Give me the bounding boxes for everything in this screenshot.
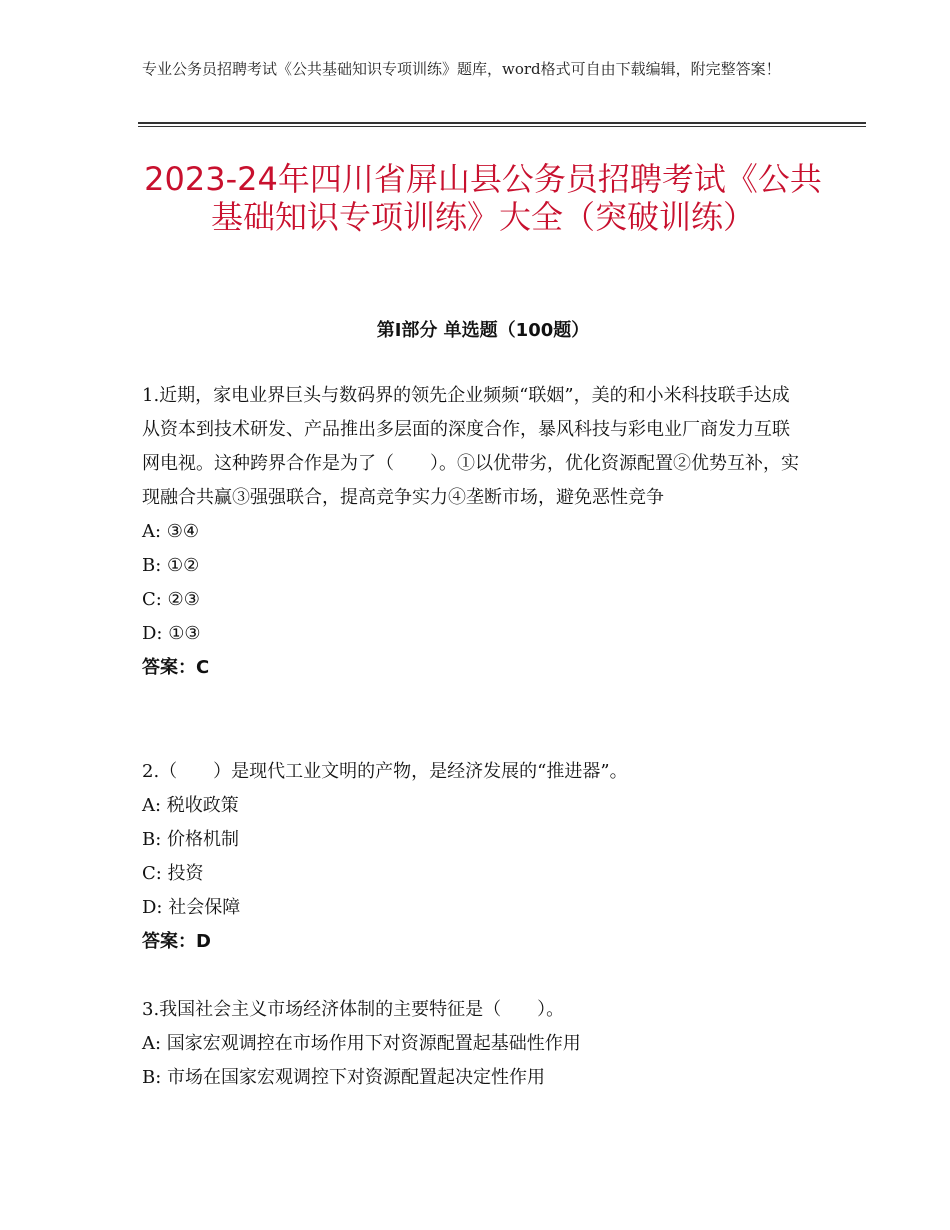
option-b: B: 价格机制 [142, 829, 240, 850]
option-c: C: ②③ [142, 589, 200, 610]
option-b: B: ①② [142, 555, 200, 576]
option-a: A: 国家宏观调控在市场作用下对资源配置起基础性作用 [142, 1033, 581, 1054]
option-d: D: 社会保障 [142, 897, 241, 918]
document-title: 2023-24年四川省屏山县公务员招聘考试《公共基础知识专项训练》大全（突破训练） [144, 160, 822, 236]
option-a: A: 税收政策 [142, 795, 239, 816]
option-c: C: 投资 [142, 863, 204, 884]
answer: 答案：C [142, 657, 210, 678]
section-title: 第Ⅰ部分 单选题（100题） [376, 320, 590, 341]
question-stem: 2.（ ）是现代工业文明的产物，是经济发展的“推进器”。 [142, 761, 628, 782]
option-d: D: ①③ [142, 623, 201, 644]
answer: 答案：D [142, 931, 211, 952]
header-rule-thick [138, 122, 866, 124]
option-a: A: ③④ [142, 521, 200, 542]
question-1 [142, 379, 802, 685]
question-stem: 1.近期，家电业界巨头与数码界的领先企业频频“联姻”，美的和小米科技联手达成从资本到技术研发、产品推出多层面的深度合作，暴风科技与彩电业厂商发力互联网电视。这种跨界合作是为了（ ）。①以优带劣，优化资源配置②优势互补，实现融合共赢③强强联合，提高竞争实力④垄断市场，避免恶性竞争 [142, 385, 799, 508]
header-note: 专业公务员招聘考试《公共基础知识专项训练》题库，word格式可自由下载编辑，附完整答案！ [142, 60, 781, 78]
option-b: B: 市场在国家宏观调控下对资源配置起决定性作用 [142, 1067, 546, 1088]
question-3 [142, 993, 802, 1095]
question-stem: 3.我国社会主义市场经济体制的主要特征是（ ）。 [142, 999, 565, 1020]
header-rule-thin [138, 126, 866, 127]
question-2 [142, 755, 802, 959]
